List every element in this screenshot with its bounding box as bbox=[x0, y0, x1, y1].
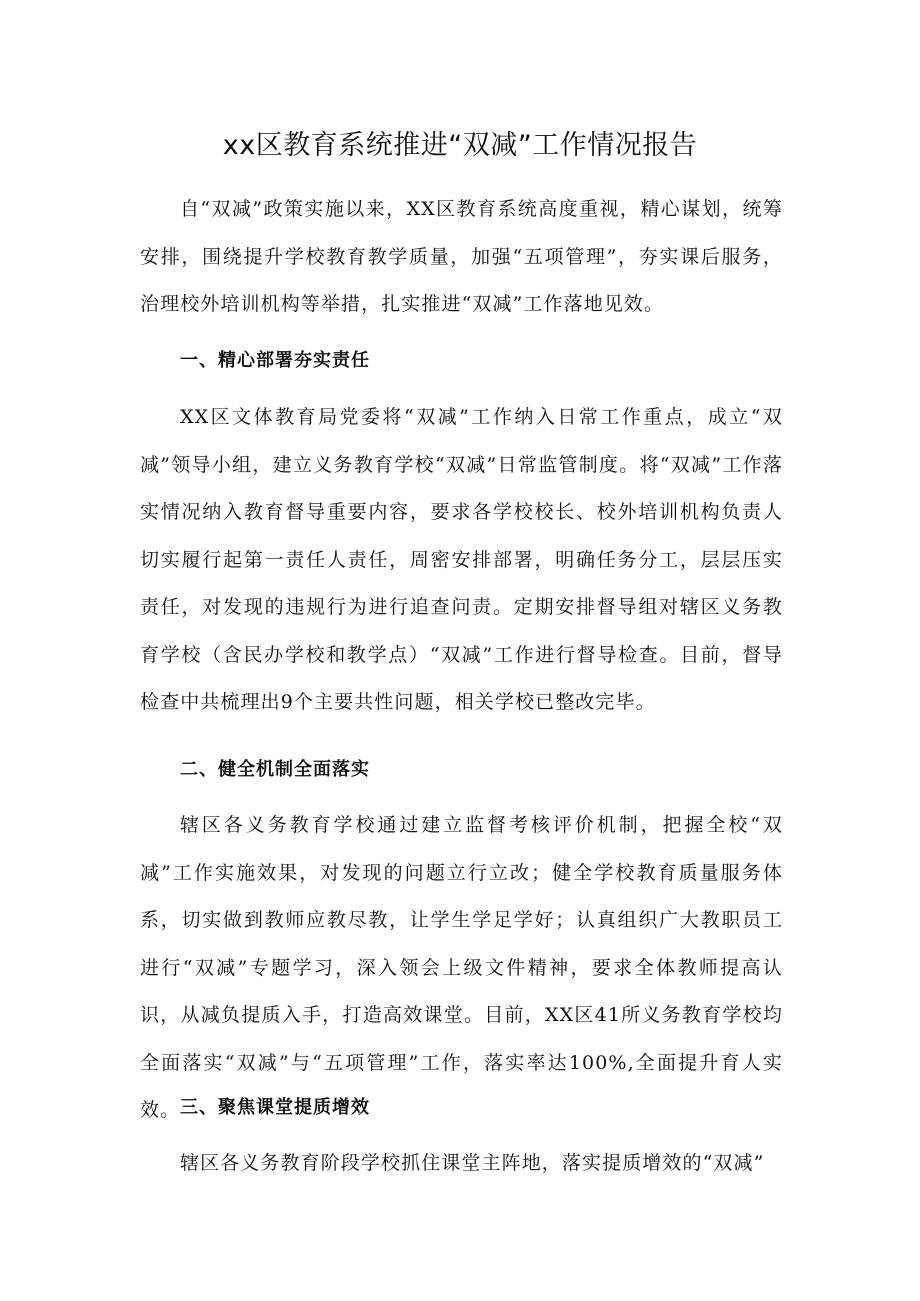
intro-paragraph: 自“双减”政策实施以来，XX区教育系统高度重视，精心谋划，统筹安排，围绕提升学校教育教学质量，加强“五项管理”，夯实课后服务，治理校外培训机构等举措，扎实推进“双减”工作落地见效。 bbox=[140, 198, 783, 315]
section-heading-2: 二、健全机制全面落实 bbox=[180, 759, 370, 780]
section-body-2: 辖区各义务教育学校通过建立监督考核评价机制，把握全校“双减”工作实施效果，对发现的问题立行立改；健全学校教育质量服务体系，切实做到教师应教尽教，让学生学足学好；认真组织广大教职员工进行“双减”专题学习，深入领会上级文件精神，要求全体教师提高认识，从减负提质入手，打造高效课堂。目前，XX区41所义务教育学校均全面落实“双减”与“五项管理”工作，落实率达100%,全面提升育人实效。 bbox=[140, 814, 783, 1121]
document-title: xx区教育系统推进“双减”工作情况报告 bbox=[222, 130, 698, 161]
section-heading-1: 一、精心部署夯实责任 bbox=[180, 350, 370, 371]
section-body-3: 辖区各义务教育阶段学校抓住课堂主阵地，落实提质增效的“双减” bbox=[180, 1152, 765, 1174]
section-heading-3: 三、聚焦课堂提质增效 bbox=[180, 1097, 370, 1118]
section-body-1: XX区文体教育局党委将“双减”工作纳入日常工作重点，成立“双减”领导小组，建立义务教育学校“双减”日常监管制度。将“双减”工作落实情况纳入教育督导重要内容，要求各学校校长、校外培训机构负责人切实履行起第一责任人责任，周密安排部署，明确任务分工，层层压实责任，对发现的违规行为进行追查问责。定期安排督导组对辖区义务教育学校（含民办学校和教学点）“双减”工作进行督导检查。目前，督导检查中共梳理出9个主要共性问题，相关学校已整改完毕。 bbox=[140, 406, 783, 713]
